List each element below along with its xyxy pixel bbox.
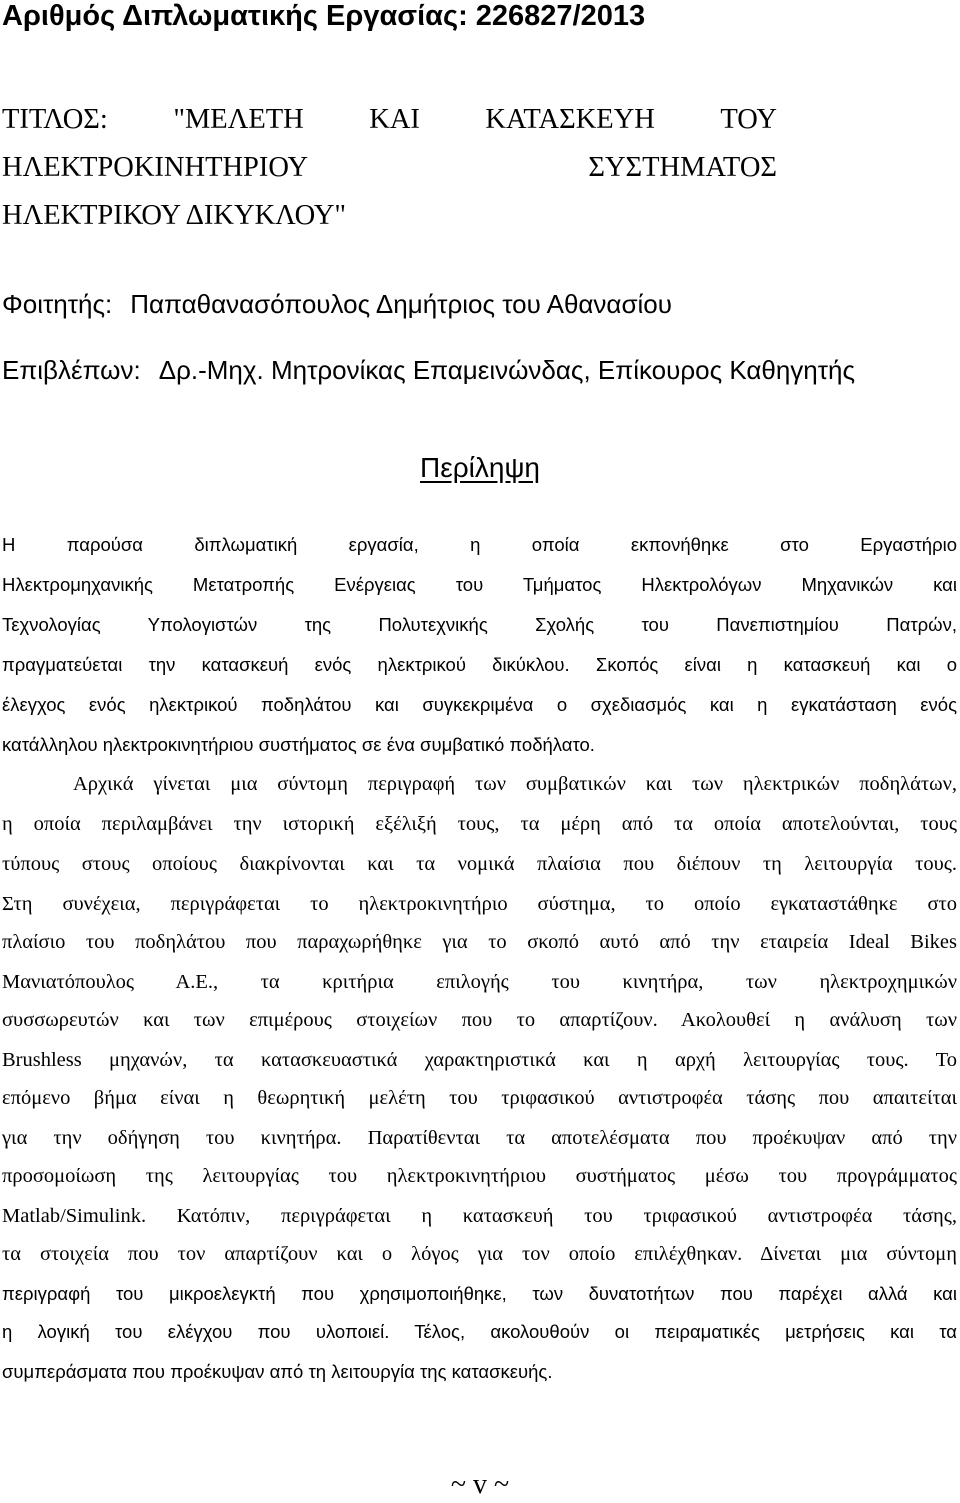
title-word: ΗΛΕΚΤΡΙΚΟΥ ΔΙΚΥΚΛΟΥ": [2, 200, 347, 231]
abstract-line: επόμενο βήμα είναι η θεωρητική μελέτη του τριφασικού αντιστροφέα τάσης που απαιτείται: [2, 1087, 957, 1109]
abstract-line: η οποία περιλαμβάνει την ιστορική εξέλιξή τους, τα μέρη από τα οποία αποτελούνται, τους: [2, 813, 957, 835]
student-label: Φοιτητής:: [2, 289, 113, 319]
title-word: ΗΛΕΚΤΡΟΚΙΝΗΤΗΡΙΟΥ: [2, 152, 309, 183]
title-word: ΚΑΙ: [369, 104, 420, 135]
title-word: ΤΟΥ: [720, 104, 777, 135]
abstract-line: Matlab/Simulink. Κατόπιν, περιγράφεται η κατασκευή του τριφασικού αντιστροφέα τάσης,: [2, 1205, 957, 1227]
abstract-line: πραγματεύεται την κατασκευή ενός ηλεκτρικού δικύκλου. Σκοπός είναι η κατασκευή και ο: [2, 654, 957, 675]
title-line-1: [2, 96, 777, 144]
thesis-title: [2, 96, 777, 240]
title-word: "ΜΕΛΕΤΗ: [173, 104, 304, 135]
title-word: ΚΑΤΑΣΚΕΥΗ: [485, 104, 655, 135]
thesis-number: Αριθμός Διπλωματικής Εργασίας: 226827/2013: [2, 0, 646, 32]
supervisor-label: Επιβλέπων:: [2, 355, 141, 385]
student-line: [2, 289, 672, 319]
abstract-line: τύπους στους οποίους διακρίνονται και τα νομικά πλαίσια που διέπουν τη λειτουργία τους.: [2, 853, 957, 875]
title-word: ΤΙΤΛΟΣ:: [2, 104, 108, 135]
abstract-line: Τεχνολογίας Υπολογιστών της Πολυτεχνικής Σχολής του Πανεπιστημίου Πατρών,: [2, 614, 957, 635]
title-line-2: [2, 144, 777, 192]
supervisor-name: Δρ.-Μηχ. Μητρονίκας Επαμεινώνδας, Επίκουρος Καθηγητής: [158, 355, 856, 385]
abstract-line: συσσωρευτών και των επιμέρους στοιχείων που το απαρτίζουν. Ακολουθεί η ανάλυση των: [2, 1009, 957, 1031]
abstract-line: Αρχικά γίνεται μια σύντομη περιγραφή των συμβατικών και των ηλεκτρικών ποδηλάτων,: [73, 773, 957, 795]
student-name: Παπαθανασόπουλος Δημήτριος του Αθανασίου: [130, 289, 672, 319]
abstract-line: για την οδήγηση του κινητήρα. Παρατίθενται τα αποτελέσματα που προέκυψαν από την: [2, 1127, 957, 1149]
title-line-3: [2, 192, 777, 240]
abstract-line: Στη συνέχεια, περιγράφεται το ηλεκτροκινητήριο σύστημα, το οποίο εγκαταστάθηκε στο: [2, 893, 957, 915]
abstract-line: Brushless μηχανών, τα κατασκευαστικά χαρακτηριστικά και η αρχή λειτουργίας τους. Το: [2, 1049, 957, 1071]
abstract-line: κατάλληλου ηλεκτροκινητήριου συστήματος σε ένα συμβατικό ποδήλατο.: [2, 734, 595, 755]
supervisor-line: [2, 355, 855, 385]
abstract-line: προσομοίωση της λειτουργίας του ηλεκτροκινητήριου συστήματος μέσω του προγράμματος: [2, 1165, 957, 1187]
page-number: ~ v ~: [450, 1469, 510, 1500]
abstract-line: έλεγχος ενός ηλεκτρικού ποδηλάτου και συγκεκριμένα ο σχεδιασμός και η εγκατάσταση ενός: [2, 694, 957, 715]
abstract-line: περιγραφή του μικροελεγκτή που χρησιμοποιήθηκε, των δυνατοτήτων που παρέχει αλλά και: [2, 1283, 957, 1304]
abstract-line: τα στοιχεία που τον απαρτίζουν και ο λόγος για τον οποίο επιλέχθηκαν. Δίνεται μια σύντομη: [2, 1243, 957, 1265]
abstract-line: Η παρούσα διπλωματική εργασία, η οποία εκπονήθηκε στο Εργαστήριο: [2, 534, 957, 555]
abstract-line: συμπεράσματα που προέκυψαν από τη λειτουργία της κατασκευής.: [2, 1361, 553, 1382]
abstract-line: πλαίσιο του ποδηλάτου που παραχωρήθηκε για το σκοπό αυτό από την εταιρεία Ideal Bikes: [2, 931, 957, 953]
abstract-heading: Περίληψη: [420, 452, 540, 483]
abstract-line: Ηλεκτρομηχανικής Μετατροπής Ενέργειας του Τμήματος Ηλεκτρολόγων Μηχανικών και: [2, 574, 957, 595]
title-word: ΣΥΣΤΗΜΑΤΟΣ: [588, 152, 777, 183]
abstract-line: η λογική του ελέγχου που υλοποιεί. Τέλος, ακολουθούν οι πειραματικές μετρήσεις και τα: [2, 1321, 957, 1342]
abstract-line: Μανιατόπουλος Α.Ε., τα κριτήρια επιλογής του κινητήρα, των ηλεκτροχημικών: [2, 971, 957, 993]
